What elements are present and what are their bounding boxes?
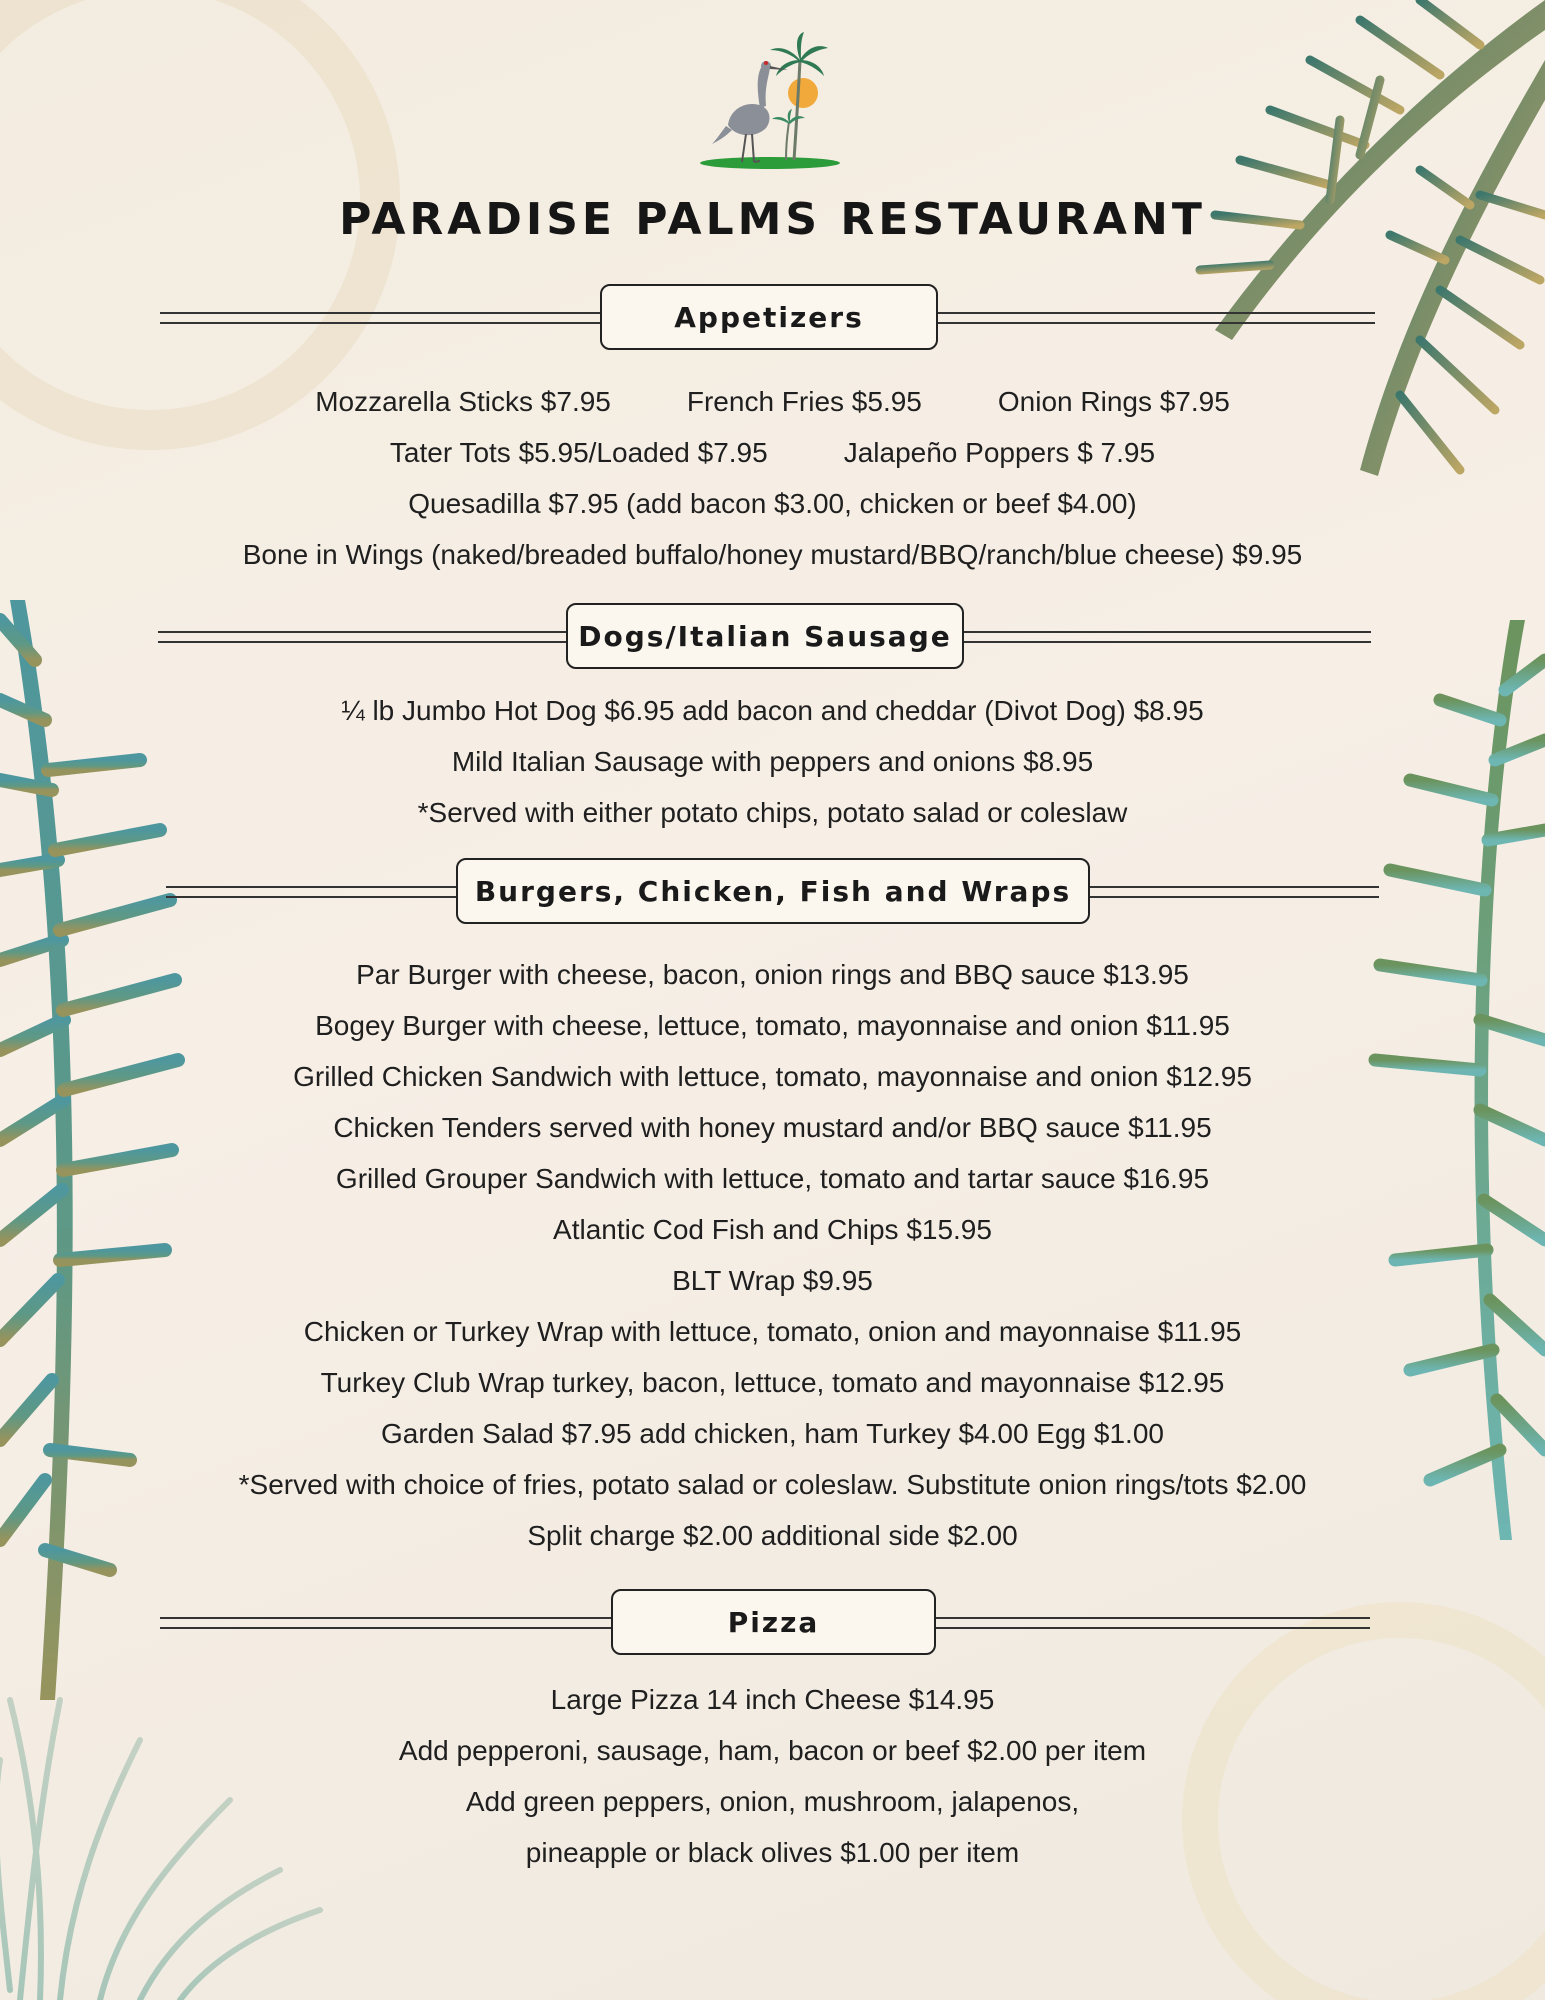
divider bbox=[936, 1617, 1370, 1629]
menu-item: Bone in Wings (naked/breaded buffalo/honey mustard/BBQ/ranch/blue cheese) $9.95 bbox=[242, 539, 1303, 570]
section-items-appetizers bbox=[0, 376, 1545, 580]
menu-item: *Served with either potato chips, potato salad or coleslaw bbox=[417, 797, 1128, 828]
divider bbox=[938, 312, 1375, 324]
divider bbox=[158, 631, 566, 643]
menu-item: Garden Salad $7.95 add chicken, ham Turkey $4.00 Egg $1.00 bbox=[381, 1418, 1164, 1449]
menu-item: Split charge $2.00 additional side $2.00 bbox=[527, 1520, 1018, 1551]
menu-item: ¼ lb Jumbo Hot Dog $6.95 add bacon and cheddar (Divot Dog) $8.95 bbox=[341, 695, 1204, 726]
menu-item: *Served with choice of fries, potato salad or coleslaw. Substitute onion rings/tots $2.00 bbox=[238, 1469, 1307, 1500]
menu-item: Mozzarella Sticks $7.95 bbox=[315, 386, 611, 417]
menu-item: Bogey Burger with cheese, lettuce, tomato, mayonnaise and onion $11.95 bbox=[315, 1010, 1230, 1041]
menu-item: Chicken Tenders served with honey mustard and/or BBQ sauce $11.95 bbox=[333, 1112, 1212, 1143]
menu-row bbox=[0, 376, 1545, 427]
section-header-appetizers bbox=[160, 284, 1375, 354]
divider bbox=[1090, 886, 1379, 898]
menu-item: Add pepperoni, sausage, ham, bacon or beef $2.00 per item bbox=[398, 1735, 1147, 1766]
restaurant-name: PARADISE PALMS RESTAURANT bbox=[339, 194, 1206, 245]
menu-item: Onion Rings $7.95 bbox=[997, 386, 1230, 417]
menu-item: Atlantic Cod Fish and Chips $15.95 bbox=[553, 1214, 992, 1245]
menu-item: French Fries $5.95 bbox=[686, 386, 922, 417]
menu-item: Quesadilla $7.95 (add bacon $3.00, chicken or beef $4.00) bbox=[408, 488, 1137, 519]
menu-item: Mild Italian Sausage with peppers and onions $8.95 bbox=[451, 746, 1094, 777]
section-title: Appetizers bbox=[600, 284, 938, 350]
divider bbox=[964, 631, 1371, 643]
menu-item: Par Burger with cheese, bacon, onion rings and BBQ sauce $13.95 bbox=[356, 959, 1189, 990]
section-items-burgers bbox=[0, 949, 1545, 1561]
menu-item: Grilled Grouper Sandwich with lettuce, tomato and tartar sauce $16.95 bbox=[335, 1163, 1210, 1194]
divider bbox=[160, 1617, 611, 1629]
menu-item: Large Pizza 14 inch Cheese $14.95 bbox=[550, 1684, 995, 1715]
heron-palm-logo-icon bbox=[690, 30, 850, 175]
section-items-dogs bbox=[0, 685, 1545, 838]
menu-item: Add green peppers, onion, mushroom, jalapenos, bbox=[465, 1786, 1080, 1817]
menu-item: pineapple or black olives $1.00 per item bbox=[525, 1837, 1020, 1868]
section-header-burgers bbox=[166, 858, 1379, 928]
menu-item: Jalapeño Poppers $ 7.95 bbox=[843, 437, 1156, 468]
menu-item: Turkey Club Wrap turkey, bacon, lettuce, tomato and mayonnaise $12.95 bbox=[320, 1367, 1225, 1398]
section-header-dogs bbox=[158, 603, 1371, 673]
menu-item: BLT Wrap $9.95 bbox=[672, 1265, 873, 1296]
section-title: Dogs/Italian Sausage bbox=[566, 603, 964, 669]
menu-item: Chicken or Turkey Wrap with lettuce, tomato, onion and mayonnaise $11.95 bbox=[303, 1316, 1242, 1347]
menu-row bbox=[0, 427, 1545, 478]
section-title: Burgers, Chicken, Fish and Wraps bbox=[456, 858, 1090, 924]
menu-item: Grilled Chicken Sandwich with lettuce, tomato, mayonnaise and onion $12.95 bbox=[293, 1061, 1252, 1092]
divider bbox=[160, 312, 600, 324]
section-title: Pizza bbox=[611, 1589, 936, 1655]
menu-item: Tater Tots $5.95/Loaded $7.95 bbox=[389, 437, 768, 468]
section-header-pizza bbox=[160, 1589, 1370, 1659]
divider bbox=[166, 886, 456, 898]
section-items-pizza bbox=[0, 1674, 1545, 1878]
